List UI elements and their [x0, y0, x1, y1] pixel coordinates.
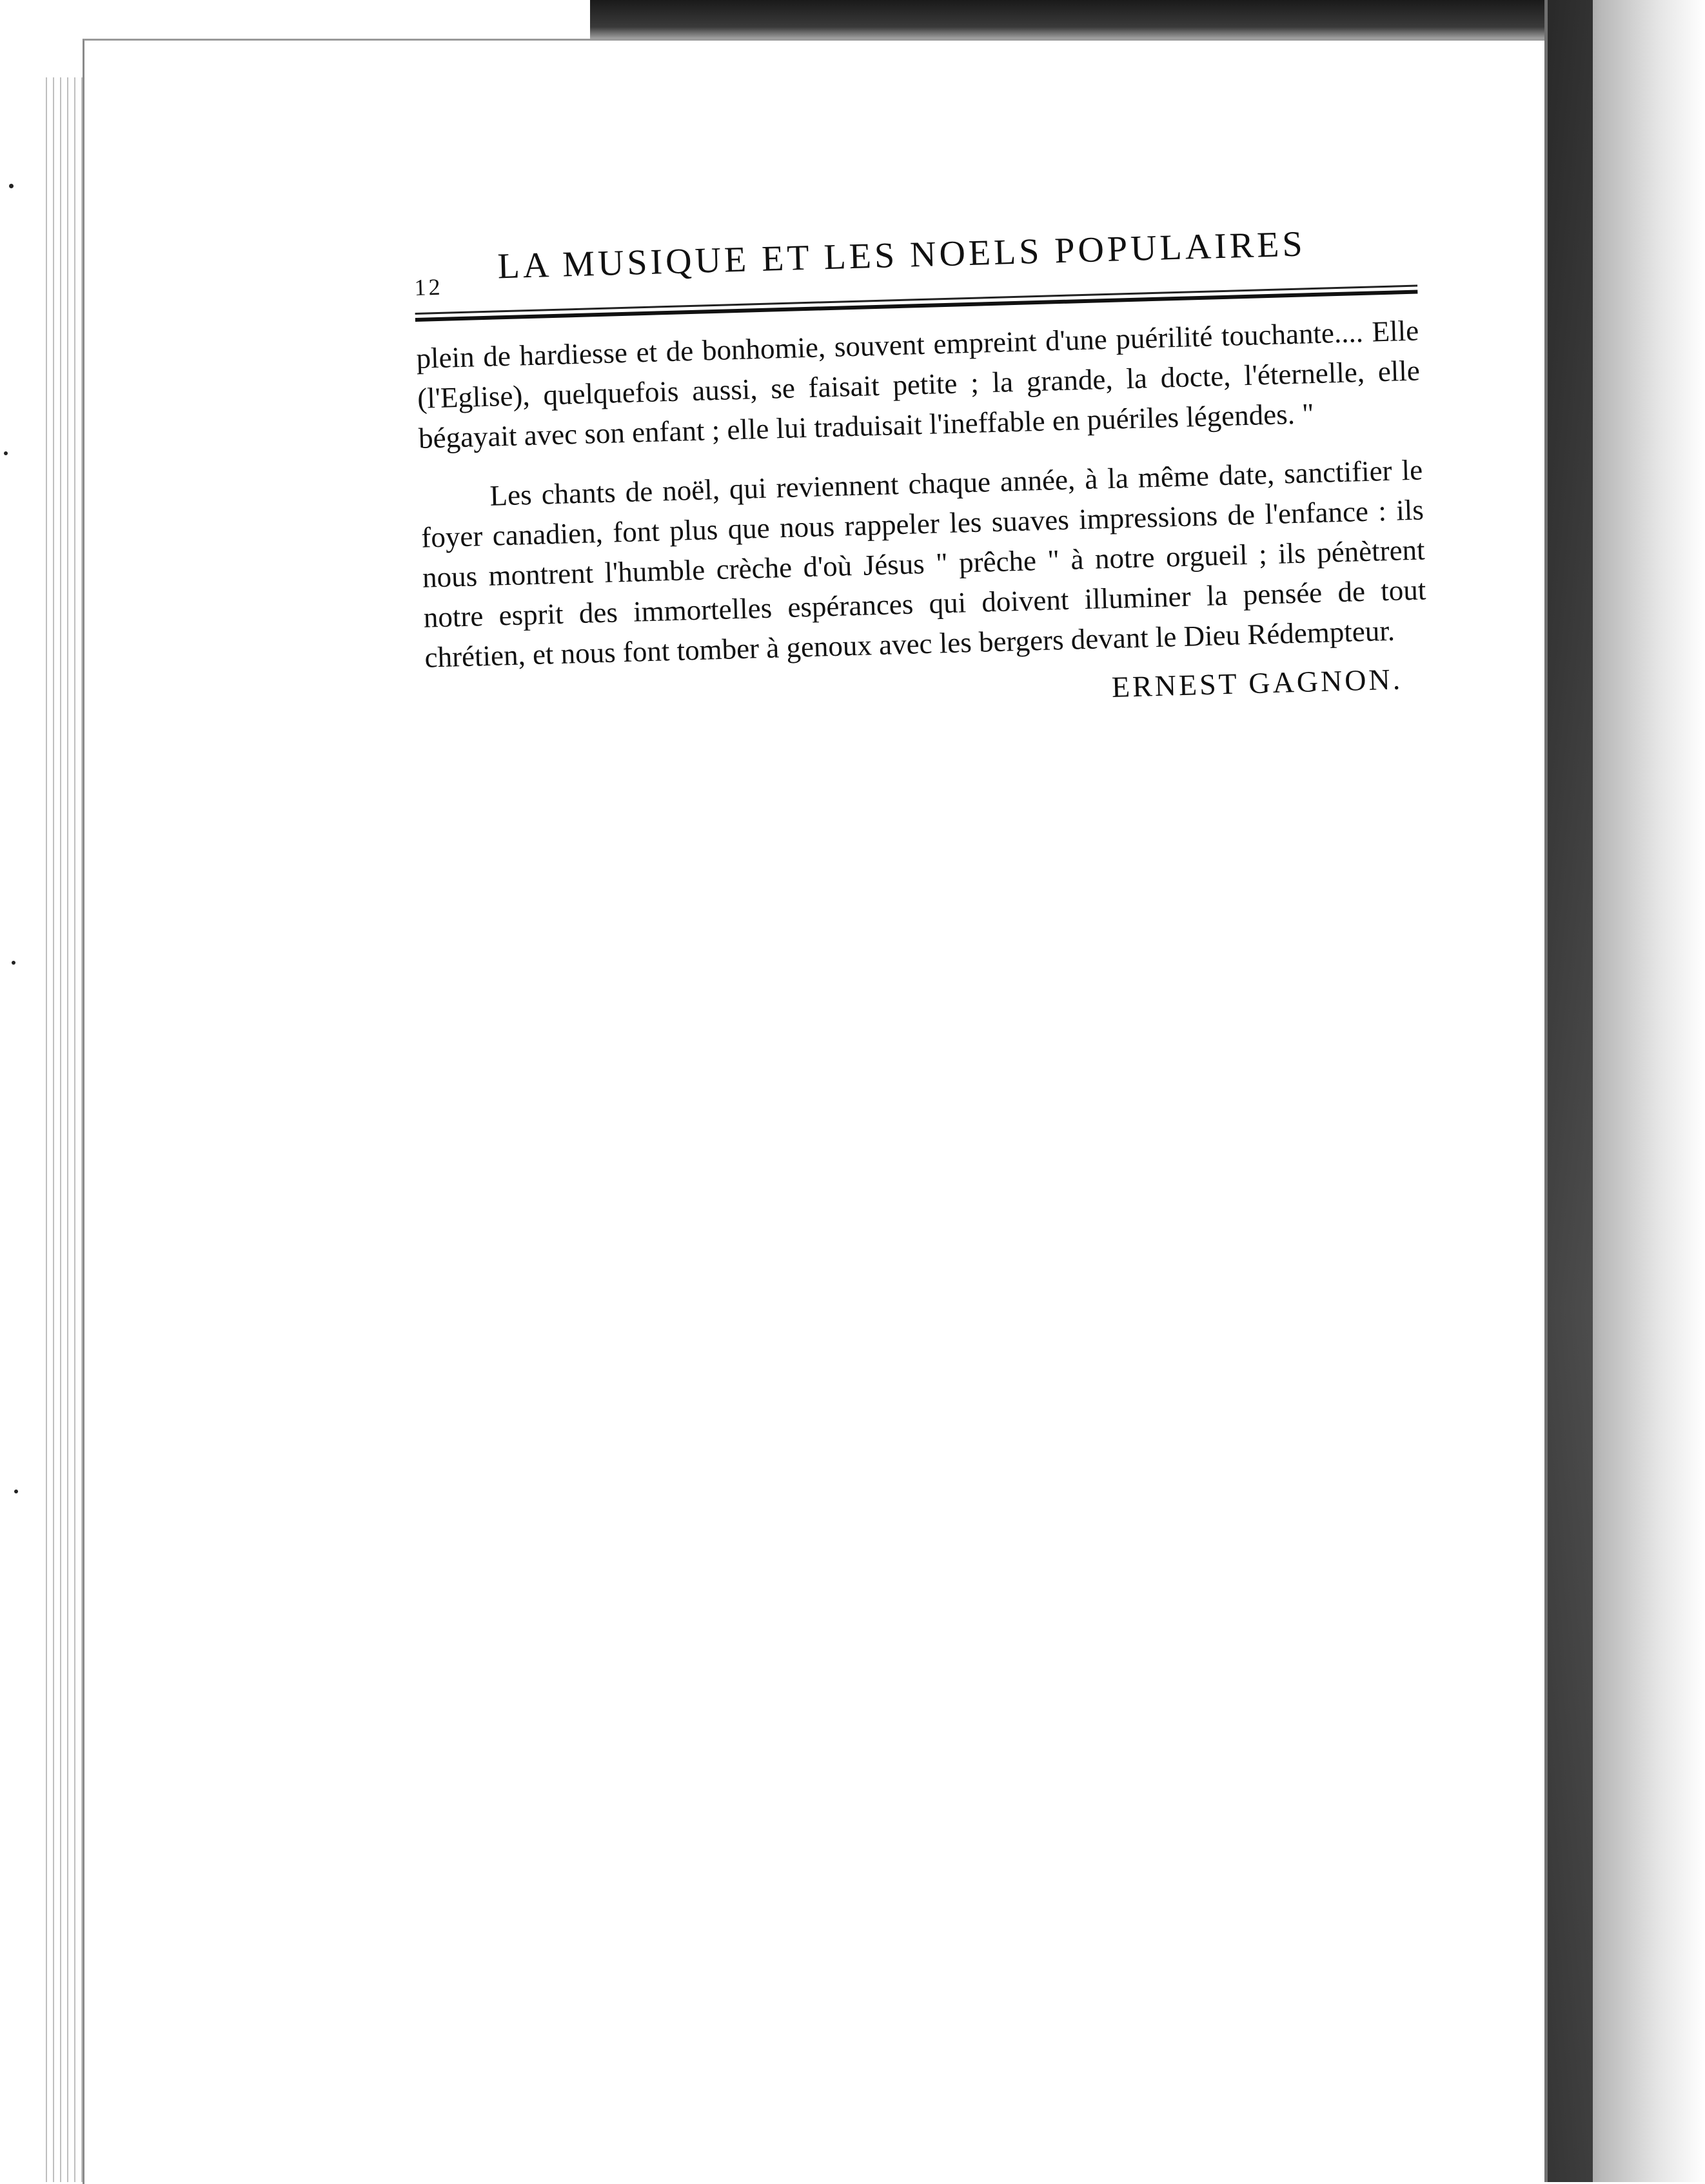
scan-speck	[4, 451, 8, 455]
scan-speck	[9, 184, 14, 188]
running-title: LA MUSIQUE ET LES NOELS POPULAIRES	[497, 224, 1306, 287]
header-rule-thin	[415, 285, 1417, 315]
page-number: 12	[413, 273, 444, 300]
author-signature: ERNEST GAGNON.	[1111, 662, 1403, 704]
page-content	[413, 201, 1429, 723]
scan-speck	[14, 1490, 18, 1493]
paragraph: Les chants de noël, qui reviennent chaque année, à la même date, sanctifier le foyer canadien, font plus que nous rappeler les suaves impressions de l'enfance : ils nous montrent l'humble crèche d'où Jésus " prêche " à notre orgueil ; ils pénètrent notre esprit des immortelles espérances qui doivent illuminer la pensée de tout chrétien, et nous font tomber à genoux avec les bergers devant le Dieu Rédempteur.	[420, 453, 1426, 674]
paragraph: plein de hardiesse et de bonhomie, souvent empreint d'une puérilité touchante.... Elle (l'Eglise), quelquefois aussi, se faisait petite ; la grande, la docte, l'éternelle, elle bégayait avec son enfant ; elle lui traduisait l'ineffable en puériles légendes. "	[415, 314, 1421, 455]
book-fold-dark-edge	[1548, 0, 1593, 2182]
body-text	[416, 311, 1428, 678]
scan-speck	[12, 961, 15, 965]
